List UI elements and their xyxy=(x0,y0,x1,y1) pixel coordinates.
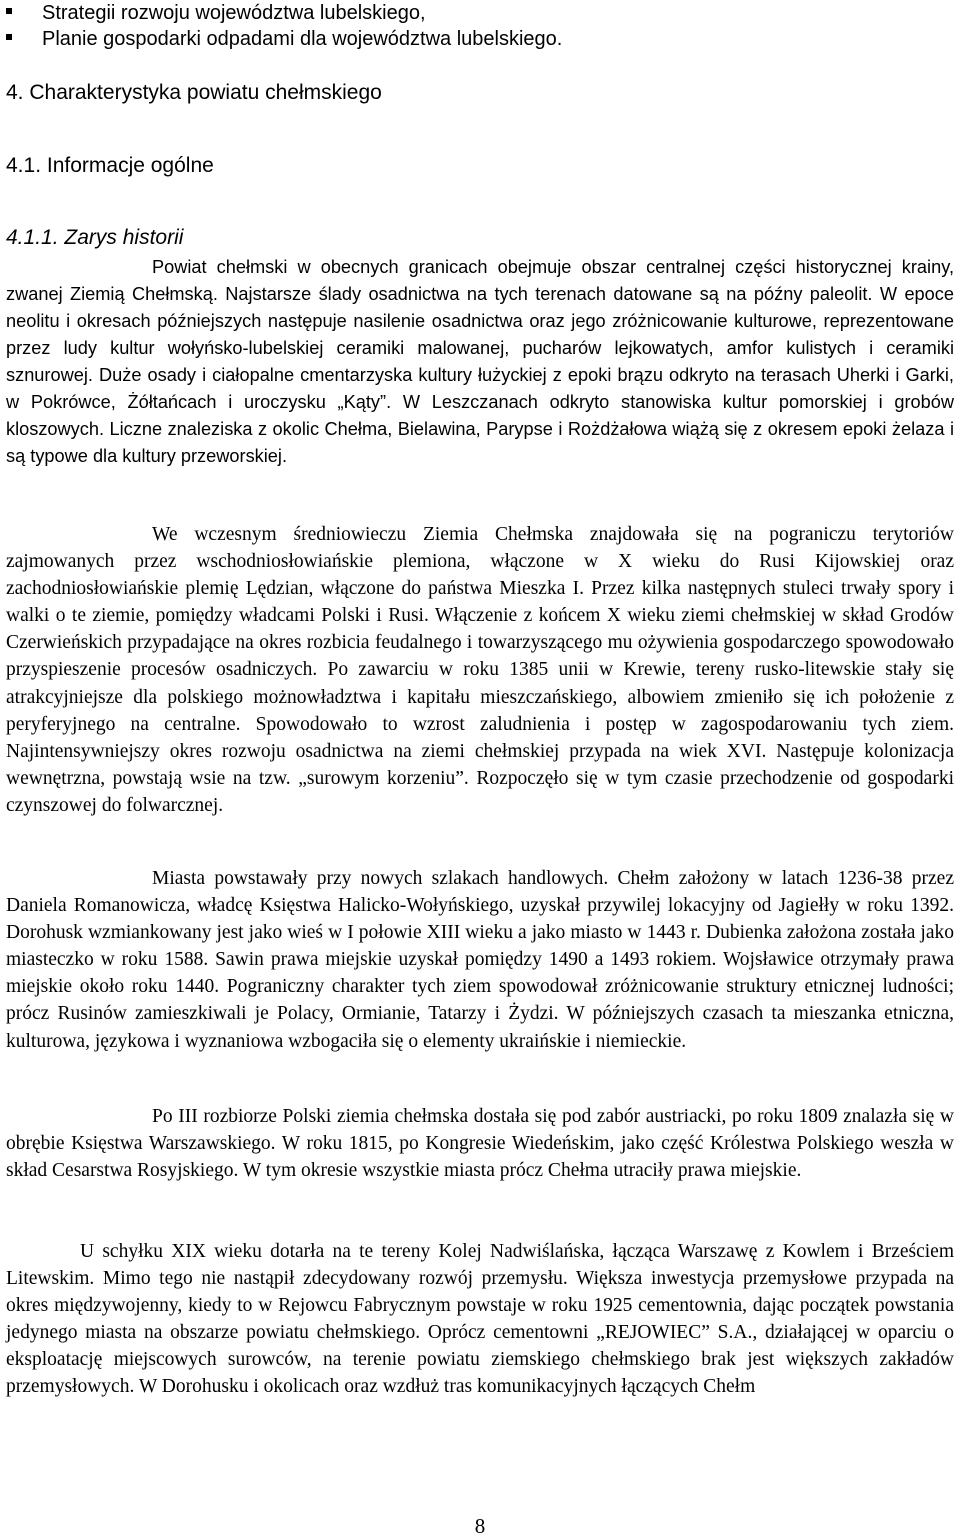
page-number: 8 xyxy=(474,1514,486,1538)
heading-number: 4.1.1. xyxy=(6,226,59,249)
heading-title: Charakterystyka powiatu chełmskiego xyxy=(29,81,382,104)
heading-title: Zarys historii xyxy=(64,226,184,249)
paragraph-towns: Miasta powstawały przy nowych szlakach handlowych. Chełm założony w latach 1236-38 przez Daniela Romanowicza, władcę Księstwa Halicko-Wołyńskiego, uzyskał przywilej lokacyjny od Jagiełły w roku 1392. Dorohusk wzmiankowany jest jako wieś w I połowie XIII wieku a jako miasto w 1443 r. Dubienka założona została jako miasteczko w roku 1588. Sawin prawa miejskie uzyskał pomiędzy 1490 a 1493 rokiem. Wojsławice otrzymały prawa miejskie około roku 1440. Pograniczny charakter tych ziem spowodował zróżnicowanie struktury etnicznej ludności; prócz Rusinów zamieszkiwali je Polacy, Ormianie, Tatarzy i Żydzi. W późniejszych czasach ta mieszanka etniczna, kulturowa, językowa i wyznaniowa wzbogaciła się o elementy ukraińskie i niemieckie. xyxy=(6,868,954,1052)
square-bullet-icon xyxy=(6,34,12,40)
section-heading-4-1-1 xyxy=(6,225,183,251)
heading-number: 4.1. xyxy=(6,154,42,177)
square-bullet-icon xyxy=(6,8,12,14)
list-item-text: Strategii rozwoju województwa lubelskiego, xyxy=(42,2,426,24)
list-item xyxy=(6,26,946,52)
heading-number: 4. xyxy=(6,81,24,104)
paragraph-partitions: Po III rozbiorze Polski ziemia chełmska dostała się pod zabór austriacki, po roku 1809 znalazła się w obrębie Księstwa Warszawskiego. W roku 1815, po Kongresie Wiedeńskim, jako część Królestwa Polskiego weszła w skład Cesarstwa Rosyjskiego. W tym okresie wszystkie miasta prócz Chełma utraciły prawa miejskie. xyxy=(6,1106,954,1182)
section-heading-4 xyxy=(6,80,382,106)
list-item-text: Planie gospodarki odpadami dla województwa lubelskiego. xyxy=(42,28,563,50)
section-heading-4-1 xyxy=(6,153,214,179)
list-item xyxy=(6,0,946,26)
paragraph-industry: U schyłku XIX wieku dotarła na te tereny Kolej Nadwiślańska, łącząca Warszawę z Kowlem i Brześciem Litewskim. Mimo tego nie nastąpił zdecydowany rozwój przemysłu. Większa inwestycja przemysłowe przypada na okres międzywojenny, kiedy to w Rejowcu Fabrycznym powstaje w roku 1925 cementownia, dając początek powstania jedynego miasta na obszarze powiatu chełmskiego. Oprócz cementowni „REJOWIEC” S.A., działającej w oparciu o eksploatację miejscowych surowców, na terenie powiatu ziemskiego chełmskiego brak jest większych zakładów przemysłowych. W Dorohusku i okolicach oraz wzdłuż tras komunikacyjnych łączących Chełm xyxy=(6,1241,954,1398)
paragraph-middle-ages: We wczesnym średniowieczu Ziemia Chełmska znajdowała się na pograniczu terytoriów zajmowanych przez wschodniosłowiańskie plemiona, włączone w X wieku do Rusi Kijowskiej oraz zachodniosłowiańskie plemię Lędzian, włączone do państwa Mieszka I. Przez kilka następnych stuleci trwały spory i walki o te ziemie, pomiędzy władcami Polski i Rusi. Włączenie z końcem X wieku ziemi chełmskiej w skład Grodów Czerwieńskich przypadające na okres rozbicia feudalnego i towarzyszącego mu ożywienia gospodarczego spowodowało przyspieszenie procesów osadniczych. Po zawarciu w roku 1385 unii w Krewie, tereny rusko-litewskie stały się atrakcyjniejsze dla polskiego możnowładztwa i kapitału mieszczańskiego, albowiem zmieniło się ich położenie z peryferyjnego na centralne. Spowodowało to wzrost zaludnienia i postęp w zagospodarowaniu tych ziem. Najintensywniejszy okres rozwoju osadnictwa na ziemi chełmskiej przypada na wiek XVI. Następuje kolonizacja wewnętrzna, powstają wsie na tzw. „surowym korzeniu”. Rozpoczęło się w tym czasie przechodzenie od gospodarki czynszowej do folwarcznej. xyxy=(6,524,954,816)
heading-title: Informacje ogólne xyxy=(46,154,214,177)
bullet-list xyxy=(6,0,946,52)
paragraph-prehistory: Powiat chełmski w obecnych granicach obejmuje obszar centralnej części historycznej krainy, zwanej Ziemią Chełmską. Najstarsze ślady osadnictwa na tych terenach datowane są na późny paleolit. W epoce neolitu i okresach późniejszych następuje nasilenie osadnictwa oraz jego zróżnicowanie kulturowe, reprezentowane przez ludy kultur wołyńsko-lubelskiej ceramiki malowanej, pucharów lejkowatych, amfor kulistych i ceramiki sznurowej. Duże osady i ciałopalne cmentarzyska kultury łużyckiej z epoki brązu odkryto na terasach Uherki i Garki, w Pokrówce, Żółtańcach i uroczysku „Kąty”. W Leszczanach odkryto stanowiska kultur pomorskiej i grobów kloszowych. Liczne znaleziska z okolic Chełma, Bielawina, Parypse i Rożdżałowa wiążą się z okresem epoki żelaza i są typowe dla kultury przeworskiej. xyxy=(6,257,954,466)
